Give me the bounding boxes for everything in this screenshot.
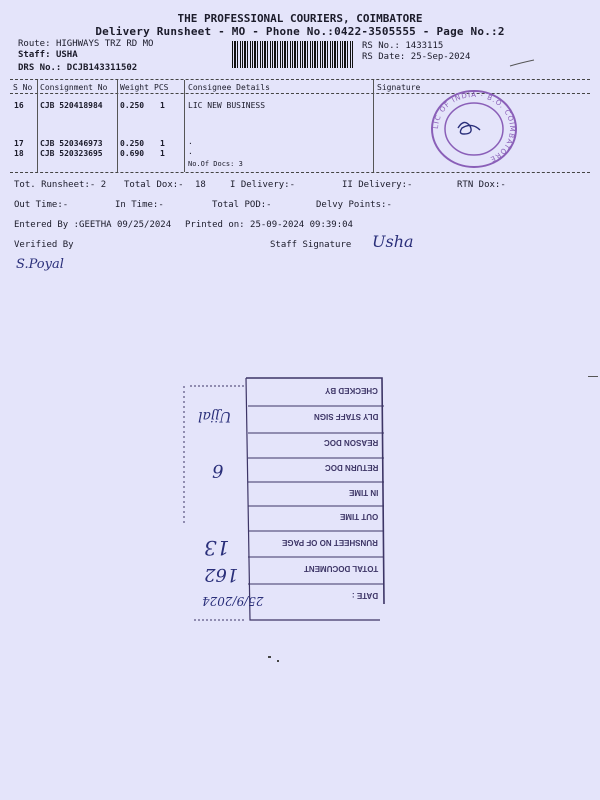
row-consignment: CJB 520346973 bbox=[40, 139, 103, 148]
rs-no-value: 1433115 bbox=[405, 41, 444, 51]
rs-date-value: 25-Sep-2024 bbox=[410, 52, 471, 62]
lic-seal-stamp bbox=[428, 88, 520, 170]
rs-no-line bbox=[362, 41, 443, 51]
delivery-check-stamp bbox=[180, 376, 386, 624]
i-delivery: I Delivery:- bbox=[230, 180, 296, 190]
company-title: THE PROFESSIONAL COURIERS, COIMBATORE bbox=[177, 12, 423, 25]
stamp-reason-doc: REASON DOC bbox=[323, 438, 378, 447]
rs-date-line bbox=[362, 52, 470, 62]
row-consignee: . bbox=[188, 147, 193, 156]
stamp-hand-staff-sign: Ujjal bbox=[198, 408, 232, 424]
rs-no-label: RS No.: bbox=[362, 41, 400, 51]
col-divider bbox=[184, 80, 185, 172]
drs-value: DCJB143311502 bbox=[66, 63, 138, 73]
out-time: Out Time:- bbox=[14, 200, 69, 210]
row-pcs: 1 bbox=[160, 101, 165, 110]
row-weight: 0.690 bbox=[120, 149, 145, 158]
row-consignee: LIC NEW BUSINESS bbox=[188, 101, 266, 110]
stamp-dly-staff-sign: DLY STAFF SIGN bbox=[313, 412, 378, 421]
route-line bbox=[18, 39, 153, 49]
ink-speck bbox=[268, 656, 271, 658]
verified-signature: S.Poyal bbox=[16, 257, 64, 272]
col-divider bbox=[117, 80, 118, 172]
stamp-out-time: OUT TIME bbox=[339, 512, 378, 521]
stamp-checked-by: CHECKED BY bbox=[325, 386, 378, 395]
header-pcs: PCS bbox=[154, 83, 169, 92]
stamp-date: DATE : bbox=[351, 591, 378, 600]
row-consignment: CJB 520418984 bbox=[40, 101, 103, 110]
total-dox-value: 18 bbox=[195, 180, 206, 190]
delvy-points: Delvy Points:- bbox=[316, 200, 392, 210]
total-pod: Total POD:- bbox=[212, 200, 272, 210]
total-dox-label: Total Dox:- bbox=[124, 180, 184, 190]
stamp-hand-total-document: 162 bbox=[204, 564, 239, 585]
verified-by-label: Verified By bbox=[14, 240, 74, 250]
header-consignee: Consignee Details bbox=[188, 83, 270, 92]
row-weight: 0.250 bbox=[120, 101, 145, 110]
tot-runsheet: Tot. Runsheet:- 2 bbox=[14, 180, 107, 190]
stamp-hand-return-doc: 6 bbox=[212, 460, 224, 481]
row-weight: 0.250 bbox=[120, 139, 145, 148]
staff-signature: Usha bbox=[372, 232, 414, 251]
ii-delivery: II Delivery:- bbox=[342, 180, 413, 190]
staff-signature-label: Staff Signature bbox=[270, 240, 352, 250]
no-of-docs: No.Of Docs: 3 bbox=[188, 160, 243, 168]
row-sno: 17 bbox=[14, 139, 24, 148]
row-consignment: CJB 520323695 bbox=[40, 149, 103, 158]
col-divider bbox=[373, 80, 374, 172]
header-weight: Weight bbox=[120, 83, 149, 92]
drs-label: DRS No.: bbox=[18, 63, 62, 73]
rtn-dox: RTN Dox:- bbox=[457, 180, 506, 190]
seal-ring-text: LIC OF INDIA · B.O. COIMBATORE bbox=[431, 90, 517, 164]
row-sno: 18 bbox=[14, 149, 24, 158]
row-consignee: . bbox=[188, 137, 193, 146]
drs-line bbox=[18, 63, 137, 73]
stamp-in-time: IN TIME bbox=[348, 488, 378, 497]
stamp-hand-date: 25/9/2024 bbox=[202, 594, 264, 608]
ink-speck bbox=[588, 376, 598, 377]
staff-value: USHA bbox=[55, 50, 78, 60]
row-pcs: 1 bbox=[160, 149, 165, 158]
stamp-return-doc: RETURN DOC bbox=[324, 463, 378, 472]
stamp-total-document: TOTAL DOCUMENT bbox=[303, 564, 378, 573]
stamp-runsheet-pages: RUNSHEET NO OF PAGE bbox=[282, 538, 378, 547]
in-time: In Time:- bbox=[115, 200, 164, 210]
route-label: Route: bbox=[18, 39, 51, 49]
header-signature: Signature bbox=[377, 83, 421, 92]
staff-label: Staff: bbox=[18, 50, 51, 60]
ink-speck bbox=[277, 660, 279, 662]
rs-date-label: RS Date: bbox=[362, 52, 406, 62]
runsheet-subtitle: Delivery Runsheet - MO - Phone No.:0422-3505555 - Page No.:2 bbox=[95, 25, 505, 38]
pen-mark bbox=[508, 58, 538, 68]
col-divider bbox=[37, 80, 38, 172]
table-top-divider bbox=[10, 79, 590, 80]
table-bottom-divider bbox=[10, 172, 590, 173]
route-value: HIGHWAYS TRZ RD MO bbox=[55, 39, 154, 49]
barcode-image bbox=[232, 41, 354, 68]
entered-by: Entered By :GEETHA 09/25/2024 bbox=[14, 220, 172, 230]
row-sno: 16 bbox=[14, 101, 24, 110]
stamp-hand-runsheet-pages: 13 bbox=[204, 536, 230, 560]
staff-line bbox=[18, 50, 78, 60]
row-pcs: 1 bbox=[160, 139, 165, 148]
printed-on: Printed on: 25-09-2024 09:39:04 bbox=[185, 220, 353, 230]
header-sno: S No bbox=[13, 83, 33, 92]
header-consignment: Consignment No bbox=[40, 83, 108, 92]
